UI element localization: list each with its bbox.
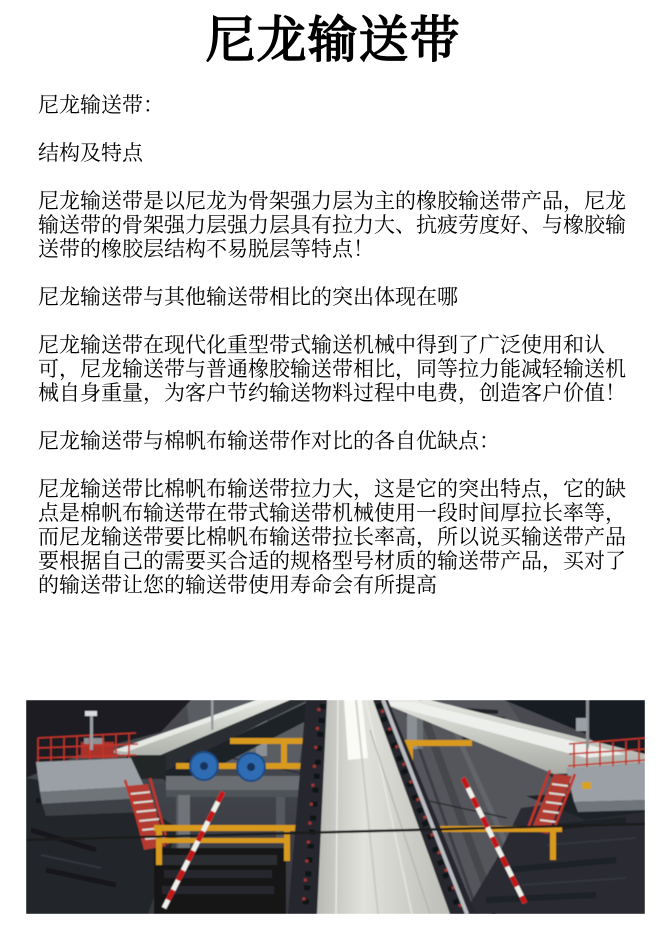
article-body: [0, 94, 666, 598]
paragraph-structure-heading: 结构及特点: [38, 142, 143, 165]
paragraph-structure: 尼龙输送带是以尼龙为骨架强力层为主的橡胶输送带产品，尼龙输送带的骨架强力层强力层具有拉力大、抗疲劳度好、与橡胶输送带的橡胶层结构不易脱层等特点！: [38, 190, 626, 261]
paragraph-cotton: 尼龙输送带比棉帆布输送带拉力大，这是它的突出特点，它的缺点是棉帆布输送带在带式输送带机械使用一段时间厚拉长率等，而尼龙输送带要比棉帆布输送带拉长率高，所以说买输送带产品要根据自己的需要买合适的规格型号材质的输送带产品，买对了的输送带让您的输送带使用寿命会有所提高: [38, 478, 626, 597]
paragraph-lead: 尼龙输送带：: [38, 94, 164, 117]
page-title: 尼龙输送带: [205, 12, 461, 68]
right-platform: [566, 762, 645, 812]
paragraph-cotton-heading: 尼龙输送带与棉帆布输送带作对比的各自优缺点：: [38, 430, 500, 453]
paragraph-compare-heading: 尼龙输送带与其他输送带相比的突出体现在哪: [38, 286, 458, 309]
bottom-left-machine: [154, 848, 286, 914]
article-page: [0, 10, 666, 940]
conveyor-belt-photo: [26, 700, 645, 914]
paragraph-compare: 尼龙输送带在现代化重型带式输送机械中得到了广泛使用和认可，尼龙输送带与普通橡胶输送带相比，同等拉力能减轻输送机械自身重量，为客户节约输送物料过程中电费，创造客户价值！: [38, 334, 626, 405]
